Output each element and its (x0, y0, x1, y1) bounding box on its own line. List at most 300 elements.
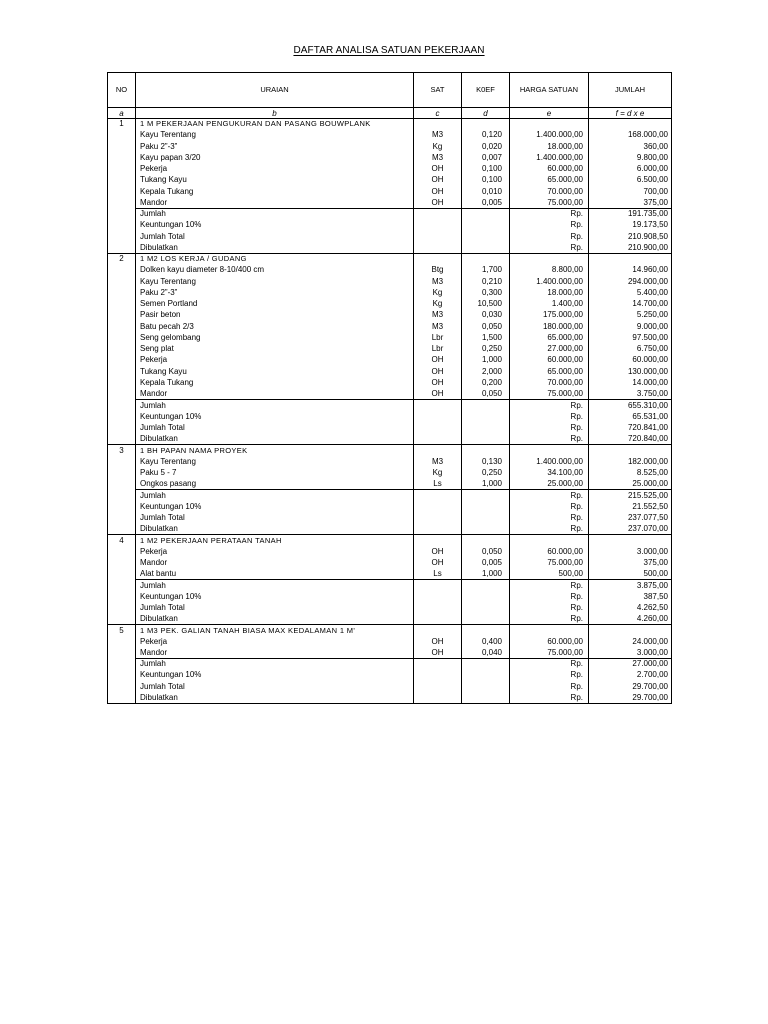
currency-label: Rp. (510, 411, 589, 422)
sat-cell: M3 (414, 456, 462, 467)
item-row (108, 355, 672, 366)
jumlah-cell: 360,00 (589, 141, 672, 152)
jumlah-cell: 3.000,00 (589, 647, 672, 658)
sat-cell: M3 (414, 310, 462, 321)
no-cell (108, 141, 136, 152)
sat-cell: Kg (414, 287, 462, 298)
section-title-row (108, 445, 672, 456)
column-code-sat: c (414, 108, 462, 119)
item-row (108, 377, 672, 388)
no-cell (108, 670, 136, 681)
section-number: 2 (108, 254, 136, 265)
jumlah-cell: 5.400,00 (589, 287, 672, 298)
koef-cell: 1,000 (462, 355, 510, 366)
no-cell (108, 186, 136, 197)
sat-cell: M3 (414, 130, 462, 141)
harga-cell: 18.000,00 (510, 141, 589, 152)
uraian-cell: Kayu papan 3/20 (136, 152, 414, 163)
sat-cell: OH (414, 366, 462, 377)
uraian-cell: Kayu Terentang (136, 130, 414, 141)
section-title: 1 M2 PEKERJAAN PERATAAN TANAH (136, 535, 414, 546)
item-row (108, 366, 672, 377)
no-cell (108, 175, 136, 186)
sat-cell (414, 422, 462, 433)
koef-cell: 1,700 (462, 265, 510, 276)
koef-cell (462, 445, 510, 456)
jumlah-cell (589, 625, 672, 636)
jumlah-cell: 375,00 (589, 197, 672, 208)
summary-value: 29.700,00 (589, 692, 672, 703)
harga-cell: 180.000,00 (510, 321, 589, 332)
summary-value: 29.700,00 (589, 681, 672, 692)
item-row (108, 164, 672, 175)
sat-cell: Kg (414, 467, 462, 478)
item-row (108, 186, 672, 197)
koef-cell: 0,400 (462, 636, 510, 647)
sat-cell (414, 411, 462, 422)
koef-cell (462, 681, 510, 692)
harga-cell: 75.000,00 (510, 197, 589, 208)
section-title: 1 M2 LOS KERJA / GUDANG (136, 254, 414, 265)
jumlah-cell: 9.800,00 (589, 152, 672, 163)
sat-cell: Kg (414, 141, 462, 152)
item-row (108, 310, 672, 321)
koef-cell: 10,500 (462, 299, 510, 310)
section-number: 3 (108, 445, 136, 456)
currency-label: Rp. (510, 422, 589, 433)
sat-cell: OH (414, 647, 462, 658)
koef-cell (462, 535, 510, 546)
uraian-cell: Mandor (136, 647, 414, 658)
no-cell (108, 265, 136, 276)
harga-cell: 175.000,00 (510, 310, 589, 321)
harga-cell: 1.400,00 (510, 299, 589, 310)
koef-cell (462, 524, 510, 535)
summary-value: 4.262,50 (589, 602, 672, 613)
summary-row (108, 524, 672, 535)
summary-row (108, 434, 672, 445)
summary-value: 3.875,00 (589, 580, 672, 591)
sat-cell: Ls (414, 479, 462, 490)
currency-label: Rp. (510, 580, 589, 591)
summary-value: 19.173,50 (589, 220, 672, 231)
jumlah-cell: 6.500,00 (589, 175, 672, 186)
no-cell (108, 512, 136, 523)
sat-cell (414, 490, 462, 501)
summary-label: Jumlah Total (136, 422, 414, 433)
sat-cell (414, 445, 462, 456)
summary-row (108, 591, 672, 602)
sat-cell: OH (414, 636, 462, 647)
koef-cell (462, 602, 510, 613)
no-cell (108, 692, 136, 703)
summary-value: 720.841,00 (589, 422, 672, 433)
currency-label: Rp. (510, 512, 589, 523)
no-cell (108, 377, 136, 388)
koef-cell (462, 501, 510, 512)
koef-cell (462, 692, 510, 703)
koef-cell (462, 625, 510, 636)
uraian-cell: Mandor (136, 557, 414, 568)
no-cell (108, 197, 136, 208)
no-cell (108, 242, 136, 253)
sat-cell: OH (414, 389, 462, 400)
summary-value: 2.700,00 (589, 670, 672, 681)
koef-cell (462, 400, 510, 411)
harga-cell (510, 254, 589, 265)
harga-cell: 1.400.000,00 (510, 130, 589, 141)
uraian-cell: Seng plat (136, 344, 414, 355)
summary-value: 21.552,50 (589, 501, 672, 512)
harga-cell: 65.000,00 (510, 332, 589, 343)
uraian-cell: Pekerja (136, 546, 414, 557)
jumlah-cell (589, 119, 672, 130)
section-title: 1 M3 PEK. GALIAN TANAH BIASA MAX KEDALAMAN 1 M' (136, 625, 414, 636)
item-row (108, 456, 672, 467)
koef-cell: 0,005 (462, 197, 510, 208)
summary-label: Keuntungan 10% (136, 591, 414, 602)
section-title-row (108, 254, 672, 265)
no-cell (108, 152, 136, 163)
summary-value: 237.070,00 (589, 524, 672, 535)
uraian-cell: Kepala Tukang (136, 377, 414, 388)
jumlah-cell: 3.750,00 (589, 389, 672, 400)
harga-cell: 18.000,00 (510, 287, 589, 298)
uraian-cell: Pekerja (136, 636, 414, 647)
harga-cell: 60.000,00 (510, 355, 589, 366)
koef-cell: 0,300 (462, 287, 510, 298)
item-row (108, 389, 672, 400)
jumlah-cell: 97.500,00 (589, 332, 672, 343)
section-title-row (108, 535, 672, 546)
sat-cell: OH (414, 175, 462, 186)
harga-cell: 60.000,00 (510, 164, 589, 175)
item-row (108, 175, 672, 186)
summary-row (108, 692, 672, 703)
koef-cell (462, 242, 510, 253)
koef-cell (462, 119, 510, 130)
table-header (108, 73, 672, 119)
no-cell (108, 659, 136, 670)
koef-cell: 0,010 (462, 186, 510, 197)
sat-cell (414, 524, 462, 535)
summary-row (108, 659, 672, 670)
no-cell (108, 647, 136, 658)
header-sat: SAT (414, 73, 462, 108)
uraian-cell: Mandor (136, 389, 414, 400)
sat-cell (414, 681, 462, 692)
no-cell (108, 220, 136, 231)
item-row (108, 197, 672, 208)
koef-cell (462, 670, 510, 681)
uraian-cell: Tukang Kayu (136, 175, 414, 186)
koef-cell: 1,000 (462, 569, 510, 580)
koef-cell: 0,040 (462, 647, 510, 658)
summary-label: Jumlah (136, 659, 414, 670)
jumlah-cell: 24.000,00 (589, 636, 672, 647)
summary-label: Dibulatkan (136, 242, 414, 253)
jumlah-cell: 700,00 (589, 186, 672, 197)
sat-cell: OH (414, 546, 462, 557)
uraian-cell: Alat bantu (136, 569, 414, 580)
no-cell (108, 130, 136, 141)
sat-cell: Lbr (414, 332, 462, 343)
sat-cell (414, 535, 462, 546)
table-body (108, 119, 672, 704)
column-code-uraian: b (136, 108, 414, 119)
no-cell (108, 355, 136, 366)
sat-cell (414, 400, 462, 411)
jumlah-cell: 3.000,00 (589, 546, 672, 557)
koef-cell: 1,500 (462, 332, 510, 343)
item-row (108, 344, 672, 355)
item-row (108, 152, 672, 163)
section-number: 1 (108, 119, 136, 130)
uraian-cell: Tukang Kayu (136, 366, 414, 377)
currency-label: Rp. (510, 591, 589, 602)
jumlah-cell: 294.000,00 (589, 276, 672, 287)
uraian-cell: Kayu Terentang (136, 456, 414, 467)
no-cell (108, 557, 136, 568)
item-row (108, 332, 672, 343)
no-cell (108, 164, 136, 175)
summary-row (108, 614, 672, 625)
summary-value: 65.531,00 (589, 411, 672, 422)
koef-cell: 0,050 (462, 546, 510, 557)
jumlah-cell: 5.250,00 (589, 310, 672, 321)
harga-cell: 8.800,00 (510, 265, 589, 276)
item-row (108, 130, 672, 141)
column-code-koef: d (462, 108, 510, 119)
header-koef: K0EF (462, 73, 510, 108)
currency-label: Rp. (510, 692, 589, 703)
harga-cell (510, 625, 589, 636)
currency-label: Rp. (510, 670, 589, 681)
harga-cell: 75.000,00 (510, 389, 589, 400)
uraian-cell: Ongkos pasang (136, 479, 414, 490)
uraian-cell: Dolken kayu diameter 8-10/400 cm (136, 265, 414, 276)
summary-label: Dibulatkan (136, 614, 414, 625)
section-title: 1 M PEKERJAAN PENGUKURAN DAN PASANG BOUWPLANK (136, 119, 414, 130)
no-cell (108, 276, 136, 287)
section-title-row (108, 625, 672, 636)
koef-cell (462, 614, 510, 625)
sat-cell: M3 (414, 276, 462, 287)
summary-label: Jumlah (136, 580, 414, 591)
summary-label: Dibulatkan (136, 692, 414, 703)
koef-cell (462, 512, 510, 523)
sat-cell (414, 231, 462, 242)
harga-cell: 25.000,00 (510, 479, 589, 490)
koef-cell: 0,250 (462, 467, 510, 478)
jumlah-cell: 14.700,00 (589, 299, 672, 310)
summary-label: Jumlah (136, 209, 414, 220)
no-cell (108, 580, 136, 591)
no-cell (108, 422, 136, 433)
currency-label: Rp. (510, 231, 589, 242)
summary-value: 655.310,00 (589, 400, 672, 411)
koef-cell (462, 490, 510, 501)
sat-cell (414, 614, 462, 625)
summary-label: Keuntungan 10% (136, 670, 414, 681)
uraian-cell: Pasir beton (136, 310, 414, 321)
summary-label: Jumlah (136, 490, 414, 501)
koef-cell: 0,210 (462, 276, 510, 287)
no-cell (108, 321, 136, 332)
no-cell (108, 287, 136, 298)
item-row (108, 141, 672, 152)
koef-cell (462, 422, 510, 433)
currency-label: Rp. (510, 490, 589, 501)
summary-value: 27.000,00 (589, 659, 672, 670)
koef-cell (462, 434, 510, 445)
item-row (108, 479, 672, 490)
no-cell (108, 636, 136, 647)
koef-cell: 0,100 (462, 164, 510, 175)
section-number: 4 (108, 535, 136, 546)
summary-label: Jumlah Total (136, 231, 414, 242)
no-cell (108, 366, 136, 377)
summary-row (108, 422, 672, 433)
sat-cell: OH (414, 186, 462, 197)
currency-label: Rp. (510, 659, 589, 670)
no-cell (108, 467, 136, 478)
item-row (108, 299, 672, 310)
no-cell (108, 209, 136, 220)
no-cell (108, 546, 136, 557)
harga-cell: 75.000,00 (510, 557, 589, 568)
no-cell (108, 310, 136, 321)
koef-cell: 0,005 (462, 557, 510, 568)
no-cell (108, 456, 136, 467)
koef-cell (462, 659, 510, 670)
uraian-cell: Kepala Tukang (136, 186, 414, 197)
no-cell (108, 569, 136, 580)
uraian-cell: Mandor (136, 197, 414, 208)
jumlah-cell: 6.750,00 (589, 344, 672, 355)
no-cell (108, 299, 136, 310)
summary-label: Jumlah (136, 400, 414, 411)
item-row (108, 287, 672, 298)
sat-cell (414, 220, 462, 231)
jumlah-cell: 6.000,00 (589, 164, 672, 175)
currency-label: Rp. (510, 209, 589, 220)
uraian-cell: Seng gelombang (136, 332, 414, 343)
summary-value: 237.077,50 (589, 512, 672, 523)
jumlah-cell: 168.000,00 (589, 130, 672, 141)
summary-label: Jumlah Total (136, 602, 414, 613)
summary-row (108, 411, 672, 422)
summary-label: Dibulatkan (136, 434, 414, 445)
uraian-cell: Pekerja (136, 164, 414, 175)
currency-label: Rp. (510, 614, 589, 625)
jumlah-cell (589, 254, 672, 265)
column-code-no: a (108, 108, 136, 119)
no-cell (108, 231, 136, 242)
harga-cell: 34.100,00 (510, 467, 589, 478)
item-row (108, 647, 672, 658)
koef-cell: 0,250 (462, 344, 510, 355)
currency-label: Rp. (510, 602, 589, 613)
no-cell (108, 479, 136, 490)
no-cell (108, 490, 136, 501)
sat-cell (414, 580, 462, 591)
koef-cell: 0,030 (462, 310, 510, 321)
koef-cell (462, 254, 510, 265)
item-row (108, 467, 672, 478)
currency-label: Rp. (510, 524, 589, 535)
sat-cell (414, 591, 462, 602)
summary-row (108, 220, 672, 231)
no-cell (108, 591, 136, 602)
summary-value: 720.840,00 (589, 434, 672, 445)
summary-label: Keuntungan 10% (136, 411, 414, 422)
harga-cell: 60.000,00 (510, 636, 589, 647)
document-title: DAFTAR ANALISA SATUAN PEKERJAAN (293, 45, 485, 56)
harga-cell: 1.400.000,00 (510, 276, 589, 287)
section-title-row (108, 119, 672, 130)
section-number: 5 (108, 625, 136, 636)
sat-cell (414, 434, 462, 445)
sat-cell (414, 625, 462, 636)
summary-row (108, 501, 672, 512)
summary-label: Jumlah Total (136, 681, 414, 692)
summary-row (108, 512, 672, 523)
koef-cell (462, 411, 510, 422)
summary-value: 4.260,00 (589, 614, 672, 625)
sat-cell: Lbr (414, 344, 462, 355)
koef-cell (462, 231, 510, 242)
sat-cell (414, 602, 462, 613)
summary-row (108, 242, 672, 253)
harga-cell (510, 535, 589, 546)
item-row (108, 265, 672, 276)
header-uraian: URAIAN (136, 73, 414, 108)
sat-cell (414, 670, 462, 681)
summary-row (108, 231, 672, 242)
uraian-cell: Semen Portland (136, 299, 414, 310)
jumlah-cell (589, 445, 672, 456)
summary-label: Jumlah Total (136, 512, 414, 523)
sat-cell: OH (414, 164, 462, 175)
koef-cell: 0,050 (462, 389, 510, 400)
sat-cell (414, 254, 462, 265)
no-cell (108, 332, 136, 343)
koef-cell: 2,000 (462, 366, 510, 377)
harga-cell: 75.000,00 (510, 647, 589, 658)
currency-label: Rp. (510, 220, 589, 231)
jumlah-cell: 375,00 (589, 557, 672, 568)
koef-cell (462, 220, 510, 231)
no-cell (108, 501, 136, 512)
column-code-harga: e (510, 108, 589, 119)
item-row (108, 546, 672, 557)
summary-label: Keuntungan 10% (136, 501, 414, 512)
item-row (108, 636, 672, 647)
koef-cell: 0,120 (462, 130, 510, 141)
harga-cell: 65.000,00 (510, 366, 589, 377)
item-row (108, 557, 672, 568)
sat-cell (414, 209, 462, 220)
uraian-cell: Kayu Terentang (136, 276, 414, 287)
summary-row (108, 490, 672, 501)
harga-cell (510, 445, 589, 456)
jumlah-cell: 25.000,00 (589, 479, 672, 490)
currency-label: Rp. (510, 400, 589, 411)
sat-cell (414, 692, 462, 703)
summary-label: Dibulatkan (136, 524, 414, 535)
column-code-jumlah: f = d x e (589, 108, 672, 119)
